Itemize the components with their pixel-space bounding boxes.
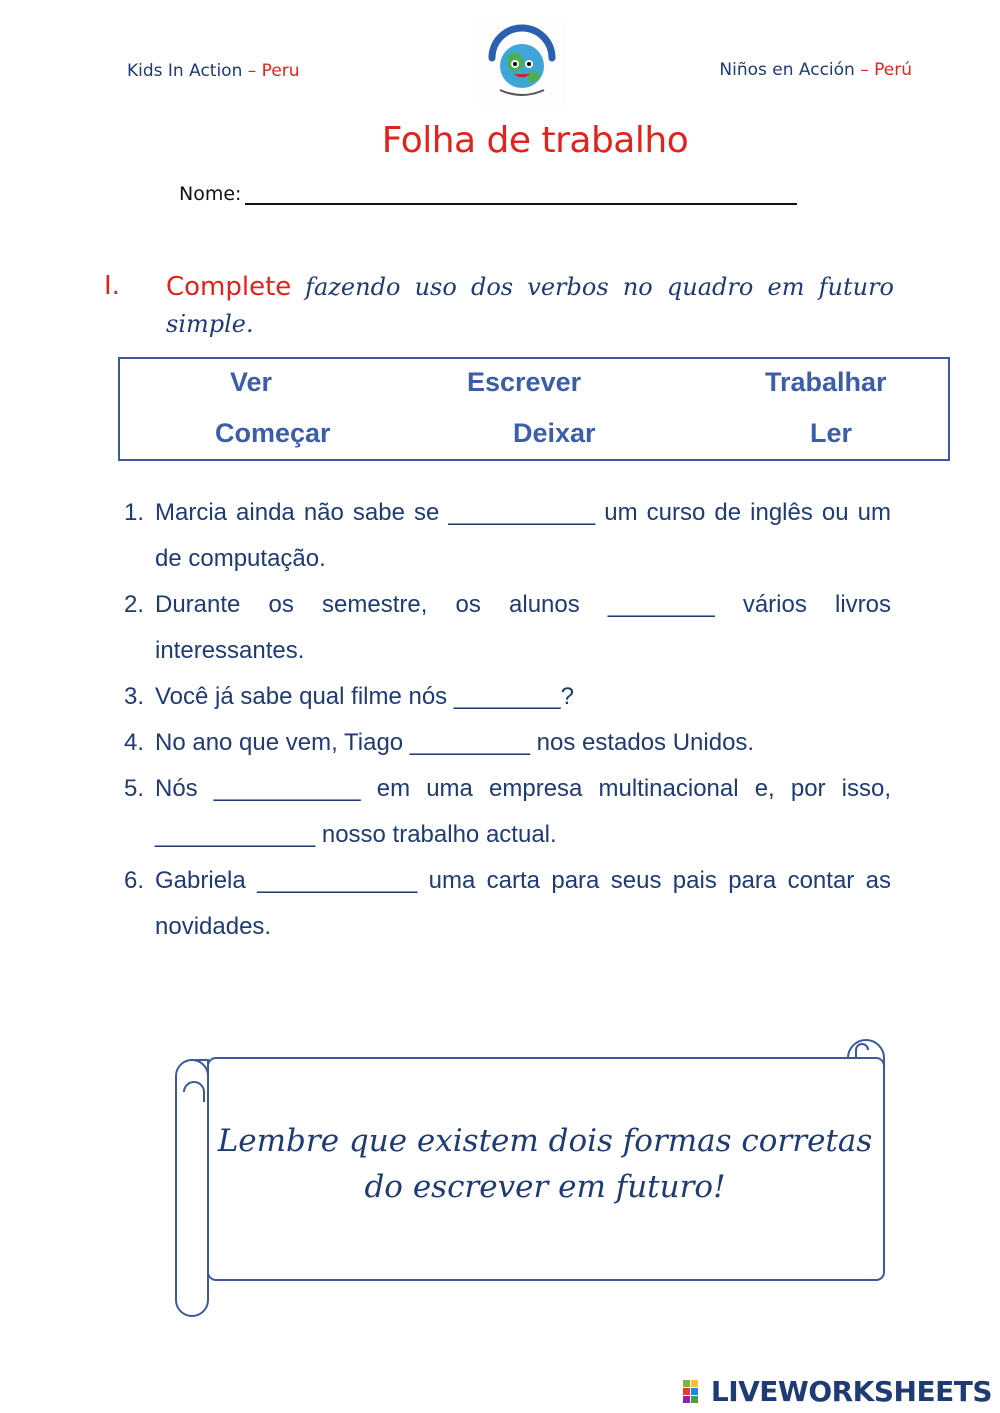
globe-logo-icon	[478, 18, 566, 106]
item-text: Marcia ainda não sabe se ___________ um curso de inglês ou um de computação.	[155, 499, 891, 572]
watermark-text: LIVEWORKSHEETS	[710, 1375, 992, 1408]
instruction-text: fazendo uso dos verbos no quadro em futuro simple.	[166, 273, 894, 338]
item-number: 6.	[124, 867, 145, 894]
item-number: 4.	[124, 729, 145, 756]
name-blank-line[interactable]	[245, 185, 797, 205]
verb-box	[118, 357, 950, 461]
item-text: Durante os semestre, os alunos ________ vários livros interessantes.	[155, 591, 891, 664]
item-number: 3.	[124, 683, 145, 710]
list-item	[124, 582, 891, 674]
item-number: 5.	[124, 775, 145, 802]
page-title: Folha de trabalho	[381, 120, 689, 161]
list-item	[124, 674, 891, 720]
list-item	[124, 490, 891, 582]
header-right: Niños en Acción – Perú	[719, 60, 912, 80]
verb-item: Ler	[810, 418, 853, 448]
item-text: No ano que vem, Tiago _________ nos estados Unidos.	[155, 729, 755, 756]
item-text: Você já sabe qual filme nós ________?	[155, 683, 574, 710]
header-left: Kids In Action – Peru	[127, 61, 300, 81]
name-field[interactable]	[179, 183, 797, 205]
item-text: Nós ___________ em uma empresa multinacional e, por isso, ____________ nosso trabalho actual.	[155, 775, 891, 848]
note-line: do escrever em futuro!	[364, 1169, 726, 1205]
note-line: Lembre que existem dois formas corretas	[217, 1123, 873, 1159]
reminder-note	[210, 1118, 880, 1210]
section-number: I.	[104, 271, 120, 301]
list-item	[124, 766, 891, 858]
name-label: Nome:	[179, 183, 242, 205]
verb-item: Trabalhar	[765, 367, 887, 397]
verb-item: Deixar	[513, 418, 596, 448]
list-item	[124, 720, 891, 766]
exercise-list	[124, 490, 891, 950]
item-number: 2.	[124, 591, 145, 618]
item-number: 1.	[124, 499, 145, 526]
verb-item: Começar	[215, 418, 331, 448]
verb-item: Ver	[230, 367, 273, 397]
verb-item: Escrever	[467, 367, 582, 397]
liveworksheets-logo-icon	[683, 1380, 707, 1404]
item-text: Gabriela ____________ uma carta para seus pais para contar as novidades.	[155, 867, 891, 940]
list-item	[124, 858, 891, 950]
command-word: Complete	[166, 272, 292, 302]
liveworksheets-watermark	[683, 1375, 992, 1408]
